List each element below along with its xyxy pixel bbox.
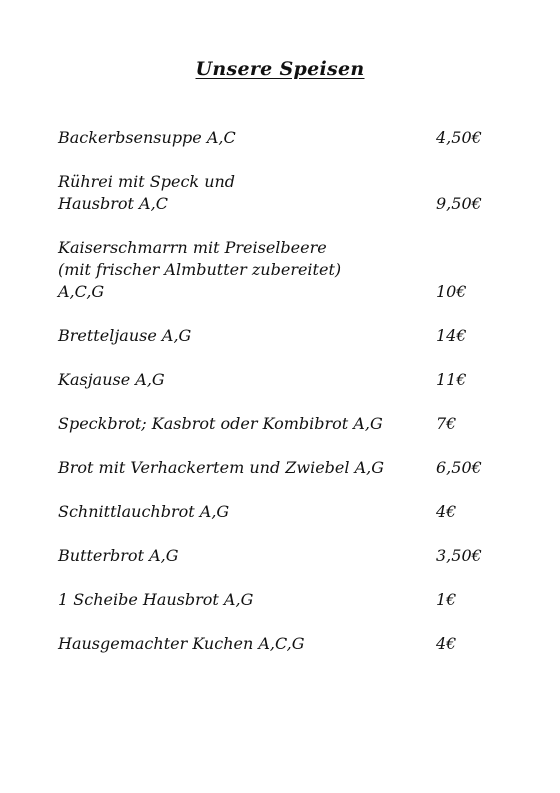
menu-item	[58, 633, 508, 655]
item-name: Butterbrot A,G	[58, 546, 179, 565]
page-title: Unsere Speisen	[195, 58, 365, 80]
item-description: (mit frischer Almbutter zubereitet)	[58, 260, 342, 279]
item-name: Speckbrot; Kasbrot oder Kombibrot A,G	[58, 414, 383, 433]
item-price: 9,50€	[436, 194, 482, 213]
item-price: 7€	[436, 414, 457, 433]
item-price: 11€	[436, 370, 467, 389]
menu-list	[58, 127, 508, 677]
item-name: Hausbrot A,C	[58, 194, 168, 213]
item-name: Backerbsensuppe A,C	[58, 128, 236, 147]
item-name: Brot mit Verhackertem und Zwiebel A,G	[58, 458, 385, 477]
item-price: 4,50€	[436, 128, 482, 147]
menu-item	[58, 589, 508, 611]
item-name: Kasjause A,G	[58, 370, 165, 389]
item-price: 4€	[436, 634, 457, 653]
item-price: 3,50€	[436, 546, 482, 565]
item-price: 10€	[436, 282, 467, 301]
menu-item	[58, 501, 508, 523]
menu-item	[58, 413, 508, 435]
item-name: Kaiserschmarrn mit Preiselbeere	[58, 238, 327, 257]
menu-item	[58, 171, 508, 215]
item-name: Schnittlauchbrot A,G	[58, 502, 230, 521]
menu-item	[58, 457, 508, 479]
item-name: Bretteljause A,G	[58, 326, 192, 345]
item-allergens: A,C,G	[58, 282, 105, 301]
menu-item	[58, 369, 508, 391]
menu-item	[58, 545, 508, 567]
item-price: 6,50€	[436, 458, 482, 477]
item-name: Rührei mit Speck und	[58, 172, 236, 191]
item-price: 4€	[436, 502, 457, 521]
item-price: 14€	[436, 326, 467, 345]
item-name: Hausgemachter Kuchen A,C,G	[58, 634, 305, 653]
item-price: 1€	[436, 590, 457, 609]
menu-item	[58, 237, 508, 303]
menu-item	[58, 127, 508, 149]
item-name: 1 Scheibe Hausbrot A,G	[58, 590, 254, 609]
menu-item	[58, 325, 508, 347]
